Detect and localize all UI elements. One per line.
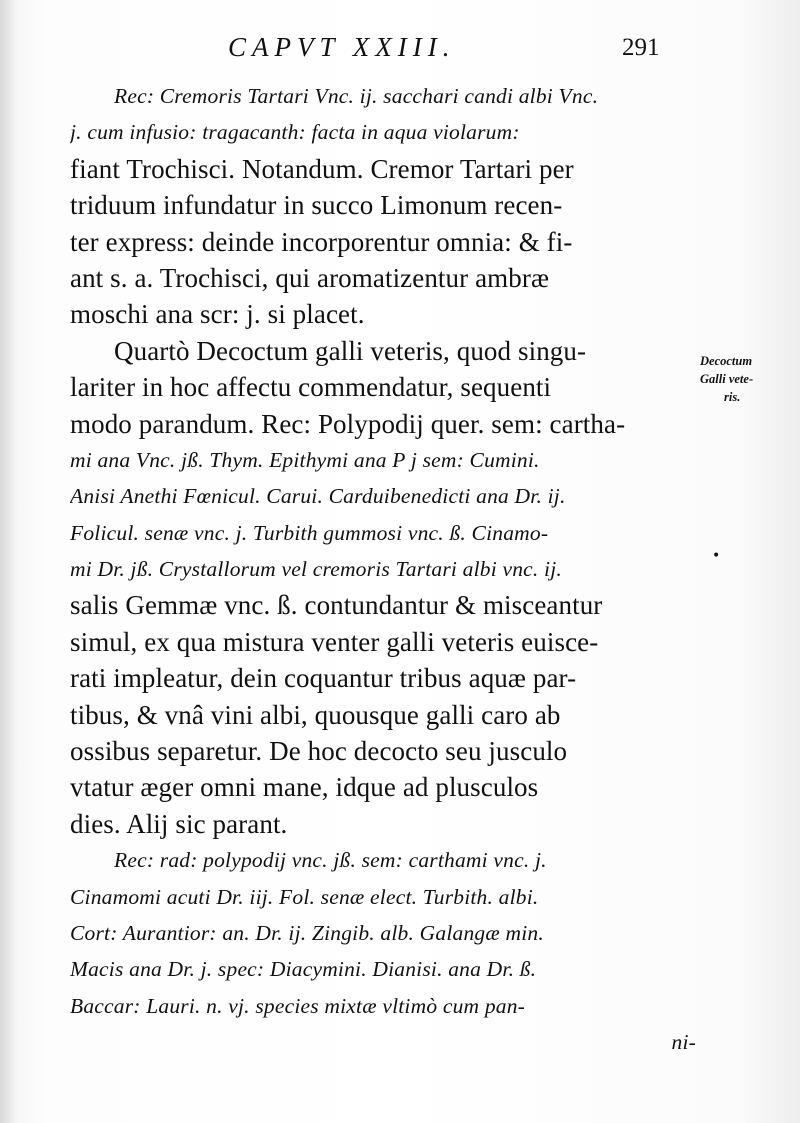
text-line: rati impleatur, dein coquantur tribus aquæ par- [70,663,577,694]
text-line: ant s. a. Trochisci, qui aromatizentur ambræ [70,262,550,293]
text-line: modo parandum. Rec: Polypodij quer. sem: cartha- [70,408,626,439]
text-line: ossibus separetur. De hoc decocto seu jusculo [70,736,568,767]
text-line: Folicul. senæ vnc. j. Turbith gummosi vnc. ß. Cinamo- [70,520,549,545]
text-line: j. cum infusio: tragacanth: facta in aqua violarum: [70,120,520,145]
text-line: Rec: rad: polypodij vnc. jß. sem: carthami vnc. j. [114,848,547,873]
running-header: CAPVT XXIII. [228,32,456,62]
text-line: ter express: deinde incorporentur omnia: & fi- [70,226,573,257]
text-line: Quartò Decoctum galli veteris, quod singu- [114,335,587,366]
text-line: triduum infundatur in succo Limonum recen- [70,190,563,221]
text-line: Baccar: Lauri. n. vj. species mixtæ vltimò cum pan- [70,993,526,1018]
page-number: 291 [622,34,660,61]
margin-note-line: Galli vete- [700,372,754,386]
text-line: tibus, & vnâ vini albi, quousque galli caro ab [70,699,561,730]
page-gutter-shadow [0,0,18,1123]
text-line: simul, ex qua mistura venter galli veteris euisce- [70,626,599,657]
ink-dot: • [712,548,721,564]
text-line: salis Gemmæ vnc. ß. contundantur & misceantur [70,590,603,621]
text-line: mi Dr. jß. Crystallorum vel cremoris Tartari albi vnc. ij. [70,557,562,582]
margin-note-line: Decoctum [700,354,753,368]
text-line: mi ana Vnc. jß. Thym. Epithymi ana P j sem: Cumini. [70,447,540,472]
margin-note-line: ris. [724,390,741,404]
text-line: vtatur æger omni mane, idque ad plusculos [70,772,539,803]
text-line: Rec: Cremoris Tartari Vnc. ij. sacchari candi albi Vnc. [114,84,599,108]
text-line: fiant Trochisci. Notandum. Cremor Tartari per [70,153,574,184]
text-line: Cinamomi acuti Dr. iij. Fol. senæ elect. Turbith. albi. [70,884,539,909]
text-line: Anisi Anethi Fœnicul. Carui. Carduibenedicti ana Dr. ij. [70,484,566,509]
text-line: Macis ana Dr. j. spec: Diacymini. Dianisi. ana Dr. ß. [70,957,537,982]
text-line: dies. Alij sic parant. [70,808,288,839]
text-line: lariter in hoc affectu commendatur, sequenti [70,372,552,403]
text-line: Cort: Aurantior: an. Dr. ij. Zingib. alb. Galangæ min. [70,920,544,945]
text-line: ni- [671,1030,696,1055]
text-line: moschi ana scr: j. si placet. [70,299,365,330]
body-text [70,78,696,1061]
margin-note [700,352,796,406]
